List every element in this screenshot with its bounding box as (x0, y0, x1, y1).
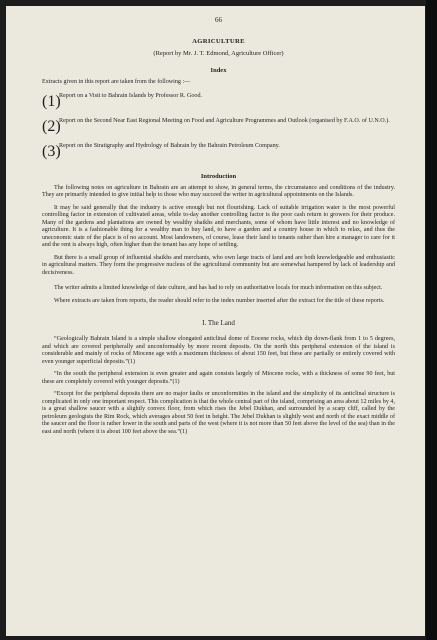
index-heading: Index (210, 67, 227, 74)
page-title: AGRICULTURE (192, 38, 245, 45)
index-item-text: Report on a Visit to Bahrain Islands by Professor R. Good. (59, 92, 203, 99)
index-item-number: (1) (42, 92, 61, 110)
document-page (6, 6, 425, 636)
land-paragraph: “Except for the peripheral deposits there are no major faults or unconformities in the island and the simplicity of its anticlinal structure is complicated in only one important respect. This complication is that the whole central part of the island, comprising an area about 12 miles by 4, is a great shallow saucer with a slightly convex floor, from which rises the Jebel Dukhan, and surrounded by a scarp cliff, called by the petroleum geologists the Rim Rock, which averages about 50 feet in height. The Jebel Dukhan is slightly west and north of the exact middle of the saucer and the floor is rather lower in the south and parts of the west (where it is not more than 50 feet above the level of the sea) than in the east and north (where it is about 100 feet above the sea.”(1) (42, 391, 395, 435)
introduction-heading: Introduction (200, 172, 237, 180)
index-item-text: Report on the Stratigraphy and Hydrology of Bahrain by the Bahrain Petroleum Company. (59, 142, 280, 149)
intro-paragraph: But there is a small group of influential shaikhs and merchants, who own large tracts of land and are both knowledgeable and enthusiastic in agricultural matters. They form the progressive nucleus of the agricultural community but are somewhat hampered by lack of leadership and decisiveness. (42, 254, 395, 276)
index-item-number: (3) (42, 142, 61, 160)
section-heading-land: I. The Land (202, 319, 235, 327)
index-item-text: Report on the Second Near East Regional Meeting on Food and Agriculture Programmes and Outlook (organised by F.A.O. of U.N.O.). (59, 117, 390, 124)
index-item (42, 143, 395, 161)
land-paragraph: “In the south the peripheral extension is even greater and again consists largely of Miocene rocks, with a thickness of some 90 feet, but these are completely covered with younger deposits.”(1) (42, 371, 395, 385)
report-byline: (Report by Mr. J. T. Edmond, Agriculture Officer) (153, 50, 284, 57)
land-paragraph: “Geologically Bahrain Island is a simple shallow elongated anticlinal dome of Eocene rocks, which dip down-flank from 1 to 5 degrees, and which are covered peripherally and unconformably by more recent deposits. On the north this peripheral extension of the island is considerable and mainly of rocks of Miocene age with a maximum thickness of about 150 feet, but these are partially or entirely covered with even younger superficial deposits.”(1) (42, 336, 395, 365)
page-number: 66 (215, 16, 222, 24)
index-item (42, 118, 395, 136)
intro-paragraph: It may be said generally that the industry is active enough but not flourishing. Lack of suitable irrigation water is the most powerful controlling factor in extension of cultivated areas, while to-day another controlling factor is the poor cash return to growers for their produce. Many of the gardens and plantations are owned by wealthy shaikhs and merchants, some of whom have little interest and no knowledge of agriculture. It is a fashionable thing for a wealthy man to buy land, to have a garden and a country house in which to relax, and thus the uneconomic state of the place is of no account. Most landowners, of course, lease their land to tenants rather than hire a manager to care for it and the rent is always high, often higher than the tenant has any hope of settling. (42, 204, 395, 248)
index-item-number: (2) (42, 117, 61, 135)
intro-paragraph: The writer admits a limited knowledge of date culture, and has had to rely on authoritative locals for much information on this subject. (54, 285, 383, 291)
intro-paragraph: Where extracts are taken from reports, the reader should refer to the index number inserted after the extract for the title of these reports. (54, 297, 385, 304)
intro-paragraph: The following notes on agriculture in Bahrain are an attempt to show, in general terms, the circumstance and conditions of the industry. They are primarily intended to give initial help to those who may succeed the writer in agricultural appointments on the Islands. (42, 184, 395, 198)
index-item (42, 93, 395, 111)
index-lead: Extracts given in this report are taken from the following :— (42, 79, 191, 85)
scan-edge (426, 0, 437, 640)
